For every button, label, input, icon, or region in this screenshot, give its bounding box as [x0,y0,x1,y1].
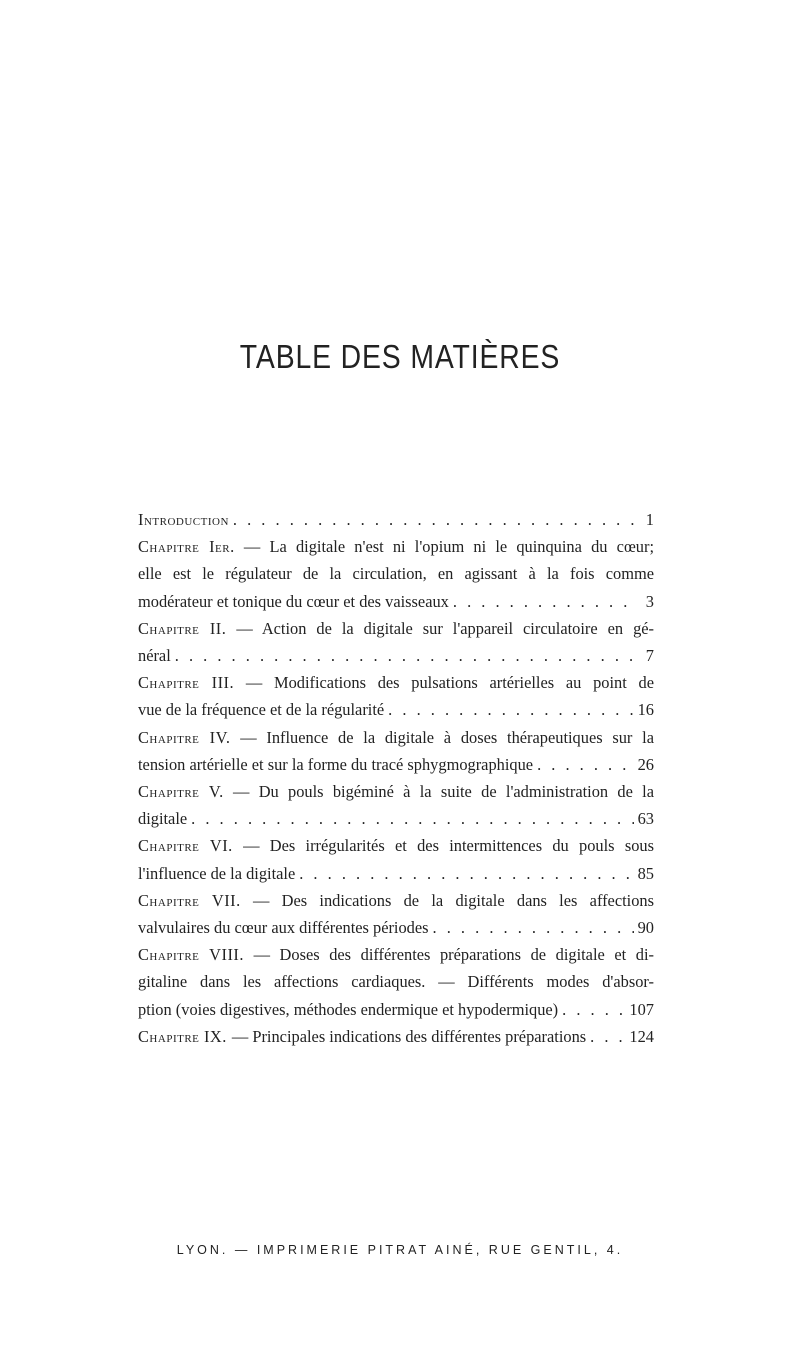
toc-line [138,751,654,778]
toc-label: Chapitre IX. [138,1026,227,1046]
toc-label: Chapitre V. [138,782,224,802]
toc-line [138,724,654,751]
toc-entry-chapter-5 [138,778,654,832]
page-number: 1 [645,510,654,529]
toc-line [138,533,654,560]
toc-line [138,996,654,1023]
toc-text: modérateur et tonique du cœur et des vaisseaux [138,591,449,611]
toc-line [138,615,654,642]
toc-text: valvulaires du cœur aux différentes périodes [138,918,429,938]
dot-leader [562,996,625,1023]
toc-text: tension artérielle et sur la forme du tracé sphygmographique [138,754,534,774]
page-number: 85 [637,863,654,883]
toc-entry-chapter-8 [138,941,654,1023]
toc-label: Chapitre VIII. [138,945,244,965]
dot-leader [233,506,636,533]
toc-entry-chapter-3 [138,669,654,723]
toc-label: Chapitre Ier. [138,537,235,557]
toc-line [138,860,654,887]
toc-line [138,914,654,941]
toc-line [138,696,654,723]
dot-leader [175,642,636,669]
dot-leader [299,860,633,887]
page-number: 16 [637,700,654,720]
toc-text: l'influence de la digitale [138,863,296,883]
table-of-contents [138,506,654,1050]
toc-text: — Influence de la digitale à doses thérapeutiques sur la [240,727,654,747]
toc-label: Chapitre VII. [138,890,241,910]
page-number: 90 [637,918,654,938]
toc-entry-chapter-4 [138,724,654,778]
toc-line [138,506,654,533]
toc-text: néral [138,646,171,666]
toc-line [138,805,654,832]
page-title: TABLE DES MATIÈRES [239,338,561,375]
page-number: 26 [637,754,654,774]
toc-text: — Modifications des pulsations artérielles au point de [245,673,654,693]
toc-text: — Action de la digitale sur l'appareil circulatoire en gé- [236,618,654,638]
page-number: 107 [629,999,654,1019]
page-number: 63 [637,809,654,829]
toc-entry-chapter-2 [138,615,654,669]
toc-entry-chapter-1 [138,533,654,615]
toc-text: — Des indications de la digitale dans les affections [252,890,654,910]
toc-line [138,941,654,968]
toc-line [138,588,654,615]
toc-entry-chapter-7 [138,887,654,941]
toc-entry-chapter-6 [138,832,654,886]
page-number: 3 [645,591,654,611]
printer-imprint: LYON. — IMPRIMERIE PITRAT AINÉ, RUE GENTIL, 4. [176,1243,624,1257]
toc-text: — Doses des différentes préparations de digitale et di- [253,945,654,965]
toc-text: elle est le régulateur de la circulation, en agissant à la fois comme [138,564,654,584]
dot-leader [453,588,636,615]
toc-entry-introduction [138,506,654,533]
toc-text: — La digitale n'est ni l'opium ni le quinquina du cœur; [243,537,654,557]
toc-line [138,560,654,587]
toc-line [138,887,654,914]
dot-leader [537,751,634,778]
toc-line [138,1023,654,1050]
toc-label: Chapitre II. [138,618,227,638]
dot-leader [590,1023,625,1050]
toc-text: gitaline dans les affections cardiaques. — Différents modes d'absor- [138,972,654,992]
toc-line [138,778,654,805]
toc-text: — Principales indications des différentes préparations [231,1026,587,1046]
toc-label: Chapitre IV. [138,727,231,747]
toc-text: digitale [138,809,188,829]
toc-label: Introduction [138,510,229,529]
dot-leader [388,696,633,723]
toc-label: Chapitre III. [138,673,235,693]
page-number: 7 [645,646,654,666]
toc-line [138,642,654,669]
toc-line [138,968,654,995]
toc-text: vue de la fréquence et de la régularité [138,700,385,720]
page-number: 124 [629,1026,654,1046]
toc-text: — Des irrégularités et des intermittences du pouls sous [243,836,654,856]
dot-leader [191,805,633,832]
toc-text: ption (voies digestives, méthodes endermique et hypodermique) [138,999,559,1019]
dot-leader [433,914,634,941]
toc-line [138,832,654,859]
toc-label: Chapitre VI. [138,836,233,856]
toc-entry-chapter-9 [138,1023,654,1050]
toc-text: — Du pouls bigéminé à la suite de l'administration de la [233,782,654,802]
toc-line [138,669,654,696]
